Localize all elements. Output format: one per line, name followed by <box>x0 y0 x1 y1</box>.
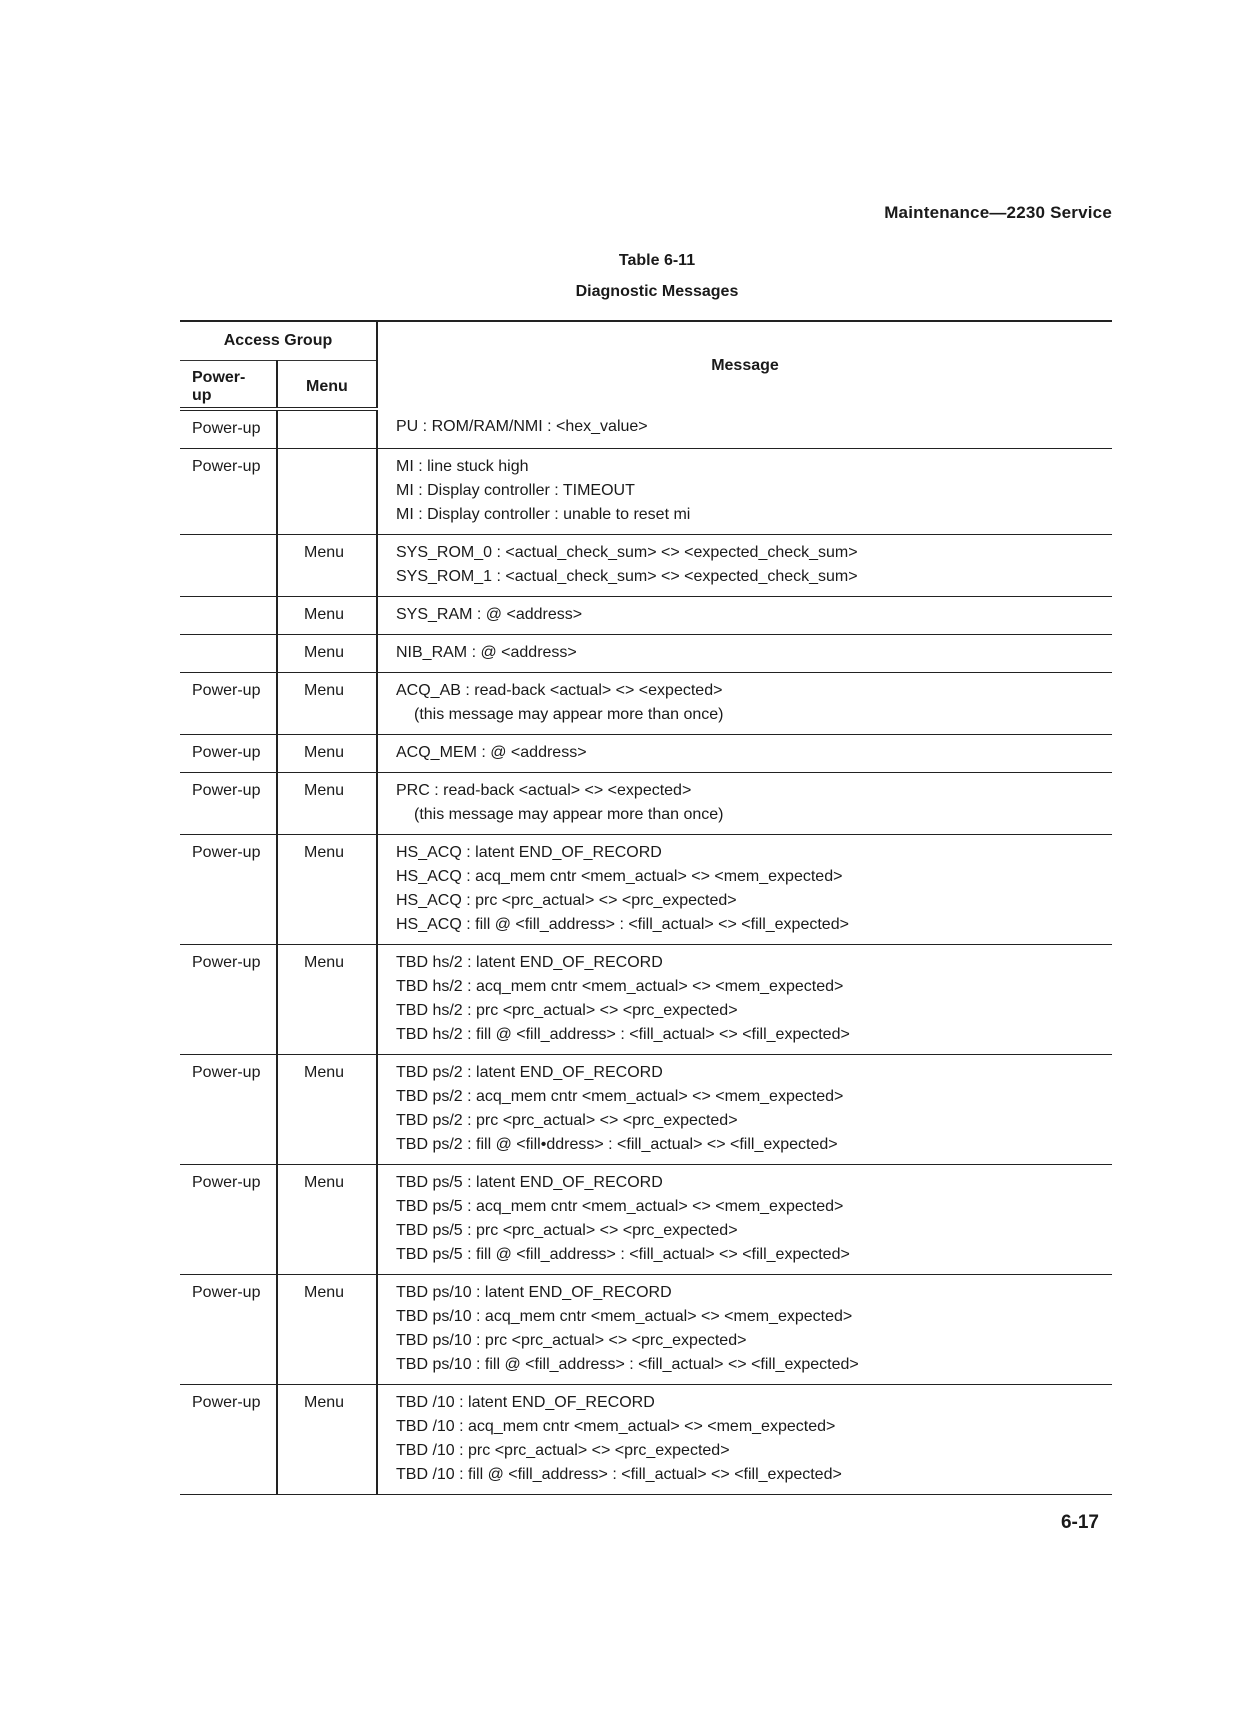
message-line: HS_ACQ : acq_mem cntr <mem_actual> <> <mem_expected> <box>396 868 843 885</box>
message-line: PU : ROM/RAM/NMI : <hex_value> <box>396 418 648 435</box>
message-line: NIB_RAM : @ <address> <box>396 644 577 661</box>
menu-cell: Menu <box>277 835 377 945</box>
message-line: PRC : read-back <actual> <> <expected> <box>396 782 692 799</box>
message-line: TBD ps/2 : acq_mem cntr <mem_actual> <> <mem_expected> <box>396 1088 844 1105</box>
message-cell <box>377 1275 1112 1385</box>
message-cell <box>377 1055 1112 1165</box>
menu-cell: Menu <box>277 673 377 735</box>
message-line: SYS_RAM : @ <address> <box>396 606 583 623</box>
menu-cell: Menu <box>277 1165 377 1275</box>
message-cell <box>377 673 1112 735</box>
table-row <box>180 535 1112 597</box>
diagnostic-messages-table <box>180 320 1112 1495</box>
power-up-cell: Power-up <box>180 1385 277 1495</box>
table-row <box>180 835 1112 945</box>
message-line: TBD ps/5 : latent END_OF_RECORD <box>396 1174 663 1191</box>
table-title: Diagnostic Messages <box>575 283 739 300</box>
power-up-cell: Power-up <box>180 835 277 945</box>
message-line: TBD hs/2 : fill @ <fill_address> : <fill_actual> <> <fill_expected> <box>396 1026 850 1043</box>
message-line: MI : Display controller : TIMEOUT <box>396 482 635 499</box>
menu-cell: Menu <box>277 735 377 773</box>
message-line: ACQ_AB : read-back <actual> <> <expected> <box>396 682 723 699</box>
message-line: TBD ps/5 : fill @ <fill_address> : <fill_actual> <> <fill_expected> <box>396 1246 850 1263</box>
menu-cell <box>277 449 377 535</box>
power-up-cell <box>180 535 277 597</box>
menu-cell: Menu <box>277 535 377 597</box>
page-number: 6-17 <box>1060 1512 1099 1533</box>
table-row <box>180 635 1112 673</box>
message-cell <box>377 773 1112 835</box>
power-up-cell: Power-up <box>180 409 277 449</box>
menu-cell: Menu <box>277 773 377 835</box>
message-line: TBD ps/5 : prc <prc_actual> <> <prc_expected> <box>396 1222 738 1239</box>
message-line: MI : Display controller : unable to reset mi <box>396 506 691 523</box>
power-up-header: Power-up <box>180 361 277 410</box>
message-line: TBD /10 : latent END_OF_RECORD <box>396 1394 655 1411</box>
message-line: HS_ACQ : prc <prc_actual> <> <prc_expected> <box>396 892 737 909</box>
message-line: TBD ps/10 : prc <prc_actual> <> <prc_expected> <box>396 1332 747 1349</box>
message-cell <box>377 449 1112 535</box>
message-line: ACQ_MEM : @ <address> <box>396 744 587 761</box>
table-row <box>180 1055 1112 1165</box>
menu-cell: Menu <box>277 597 377 635</box>
power-up-cell: Power-up <box>180 945 277 1055</box>
message-line: TBD ps/2 : latent END_OF_RECORD <box>396 1064 663 1081</box>
message-line: TBD /10 : prc <prc_actual> <> <prc_expected> <box>396 1442 730 1459</box>
message-line: MI : line stuck high <box>396 458 529 475</box>
message-line: TBD ps/5 : acq_mem cntr <mem_actual> <> <mem_expected> <box>396 1198 844 1215</box>
menu-cell: Menu <box>277 1385 377 1495</box>
message-cell <box>377 409 1112 449</box>
menu-header: Menu <box>277 361 377 410</box>
menu-cell: Menu <box>277 635 377 673</box>
message-line: TBD hs/2 : prc <prc_actual> <> <prc_expected> <box>396 1002 738 1019</box>
message-line: TBD ps/10 : acq_mem cntr <mem_actual> <> <mem_expected> <box>396 1308 853 1325</box>
message-line: TBD ps/2 : fill @ <fill•ddress> : <fill_actual> <> <fill_expected> <box>396 1136 838 1153</box>
power-up-cell: Power-up <box>180 1165 277 1275</box>
message-line: TBD ps/10 : latent END_OF_RECORD <box>396 1284 672 1301</box>
access-group-header: Access Group <box>180 321 377 361</box>
table-row <box>180 735 1112 773</box>
message-cell <box>377 835 1112 945</box>
message-line: SYS_ROM_1 : <actual_check_sum> <> <expected_check_sum> <box>396 568 858 585</box>
table-row <box>180 1385 1112 1495</box>
table-row <box>180 673 1112 735</box>
table-number: Table 6-11 <box>618 252 696 269</box>
power-up-cell: Power-up <box>180 1275 277 1385</box>
table-row <box>180 449 1112 535</box>
menu-cell: Menu <box>277 1275 377 1385</box>
menu-cell <box>277 409 377 449</box>
message-line: TBD ps/2 : prc <prc_actual> <> <prc_expected> <box>396 1112 738 1129</box>
table-row <box>180 1275 1112 1385</box>
power-up-cell <box>180 635 277 673</box>
power-up-cell: Power-up <box>180 449 277 535</box>
message-cell <box>377 1165 1112 1275</box>
message-cell <box>377 735 1112 773</box>
message-cell <box>377 597 1112 635</box>
message-line: (this message may appear more than once) <box>414 706 724 723</box>
message-line: TBD hs/2 : latent END_OF_RECORD <box>396 954 663 971</box>
message-cell <box>377 945 1112 1055</box>
message-line: TBD ps/10 : fill @ <fill_address> : <fill_actual> <> <fill_expected> <box>396 1356 859 1373</box>
table-row <box>180 945 1112 1055</box>
message-cell <box>377 635 1112 673</box>
menu-cell: Menu <box>277 1055 377 1165</box>
menu-cell: Menu <box>277 945 377 1055</box>
message-line: TBD hs/2 : acq_mem cntr <mem_actual> <> <mem_expected> <box>396 978 844 995</box>
message-line: HS_ACQ : fill @ <fill_address> : <fill_actual> <> <fill_expected> <box>396 916 849 933</box>
table-row <box>180 773 1112 835</box>
table-header <box>180 321 1112 409</box>
table-row <box>180 409 1112 449</box>
message-line: SYS_ROM_0 : <actual_check_sum> <> <expected_check_sum> <box>396 544 858 561</box>
message-line: (this message may appear more than once) <box>414 806 724 823</box>
message-cell <box>377 1385 1112 1495</box>
message-line: TBD /10 : fill @ <fill_address> : <fill_actual> <> <fill_expected> <box>396 1466 842 1483</box>
power-up-cell: Power-up <box>180 673 277 735</box>
message-line: TBD /10 : acq_mem cntr <mem_actual> <> <mem_expected> <box>396 1418 836 1435</box>
power-up-cell <box>180 597 277 635</box>
message-header: Message <box>377 321 1112 409</box>
power-up-cell: Power-up <box>180 773 277 835</box>
running-head: Maintenance—2230 Service <box>884 203 1112 222</box>
power-up-cell: Power-up <box>180 1055 277 1165</box>
table-row <box>180 1165 1112 1275</box>
message-line: HS_ACQ : latent END_OF_RECORD <box>396 844 662 861</box>
table-body <box>180 409 1112 1495</box>
power-up-cell: Power-up <box>180 735 277 773</box>
table-row <box>180 597 1112 635</box>
message-cell <box>377 535 1112 597</box>
